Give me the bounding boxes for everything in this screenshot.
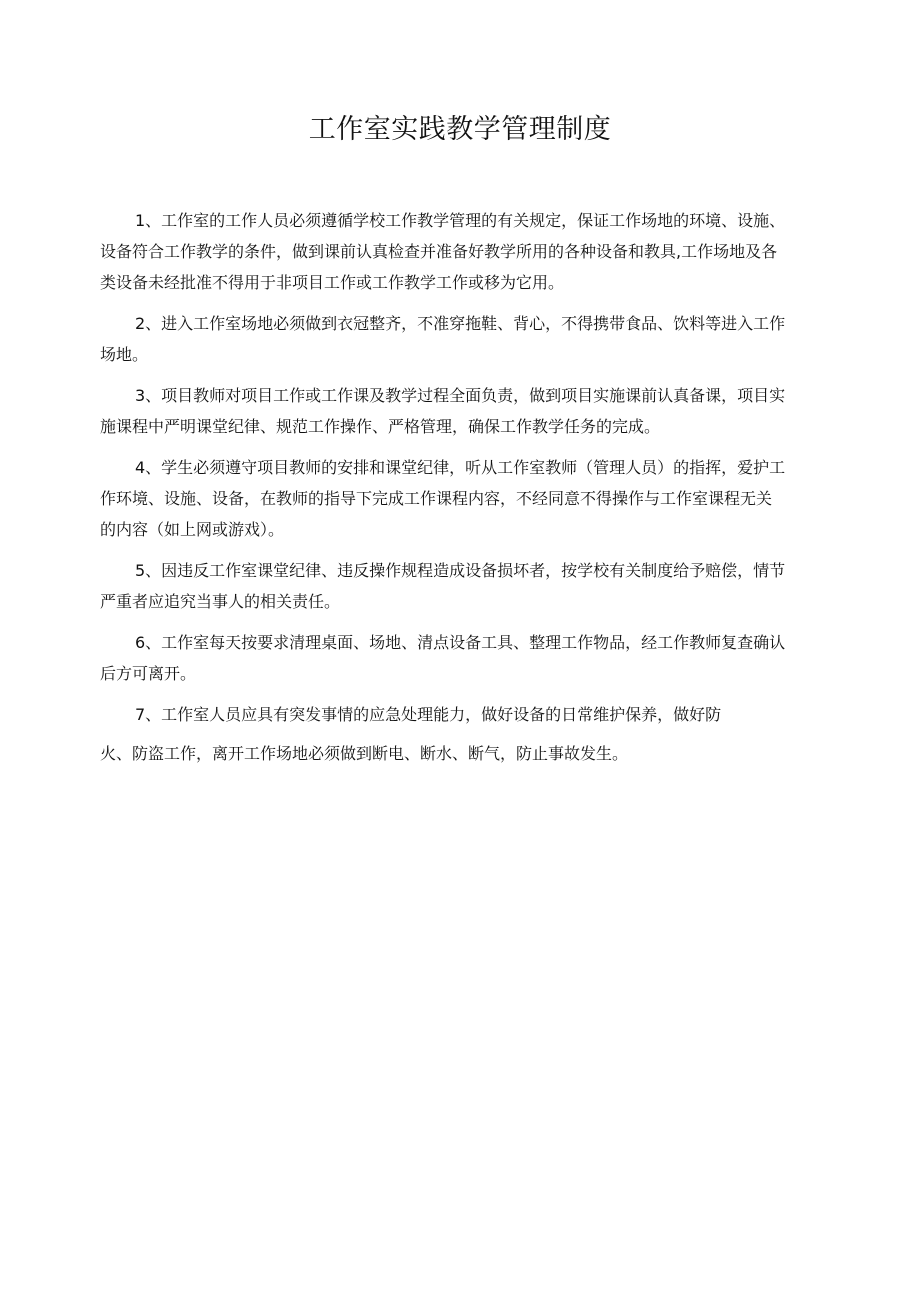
- paragraph-line: 类设备未经批准不得用于非项目工作或工作教学工作或移为它用。: [100, 273, 565, 292]
- paragraph-line: 2、进入工作室场地必须做到衣冠整齐，不准穿拖鞋、背心，不得携带食品、饮料等进入工作: [135, 314, 786, 333]
- regulation-item-7: [100, 699, 825, 769]
- paragraph-line: 施课程中严明课堂纪律、规范工作操作、严格管理，确保工作教学任务的完成。: [100, 417, 661, 436]
- document-title: 工作室实践教学管理制度: [308, 114, 612, 145]
- regulation-item-5: [100, 555, 825, 617]
- paragraph-line: 作环境、设施、设备，在教师的指导下完成工作课程内容，不经同意不得操作与工作室课程无关: [100, 489, 773, 508]
- paragraph-line: 设备符合工作教学的条件，做到课前认真检查并准备好教学所用的各种设备和教具,工作场地及各: [100, 242, 778, 261]
- paragraph-line: 火、防盗工作，离开工作场地必须做到断电、断水、断气，防止事故发生。: [100, 744, 629, 763]
- paragraph-line: 严重者应追究当事人的相关责任。: [100, 592, 341, 611]
- document-body: [100, 205, 825, 775]
- paragraph-line: 6、工作室每天按要求清理桌面、场地、清点设备工具、整理工作物品，经工作教师复查确认: [135, 633, 786, 652]
- paragraph-line: 5、因违反工作室课堂纪律、违反操作规程造成设备损坏者，按学校有关制度给予赔偿，情节: [135, 561, 786, 580]
- regulation-item-4: [100, 452, 825, 545]
- paragraph-line: 后方可离开。: [100, 664, 197, 683]
- paragraph-line: 7、工作室人员应具有突发事情的应急处理能力，做好设备的日常维护保养，做好防: [135, 705, 722, 724]
- regulation-item-6: [100, 627, 825, 689]
- paragraph-line: 4、学生必须遵守项目教师的安排和课堂纪律，听从工作室教师（管理人员）的指挥，爱护工: [135, 458, 786, 477]
- regulation-item-3: [100, 380, 825, 442]
- paragraph-line: 3、项目教师对项目工作或工作课及教学过程全面负责，做到项目实施课前认真备课，项目实: [135, 386, 786, 405]
- paragraph-line: 的内容（如上网或游戏）。: [100, 520, 285, 539]
- regulation-item-1: [100, 205, 825, 298]
- paragraph-line: 1、工作室的工作人员必须遵循学校工作教学管理的有关规定，保证工作场地的环境、设施、: [135, 211, 786, 230]
- paragraph-line: 场地。: [100, 345, 149, 364]
- regulation-item-2: [100, 308, 825, 370]
